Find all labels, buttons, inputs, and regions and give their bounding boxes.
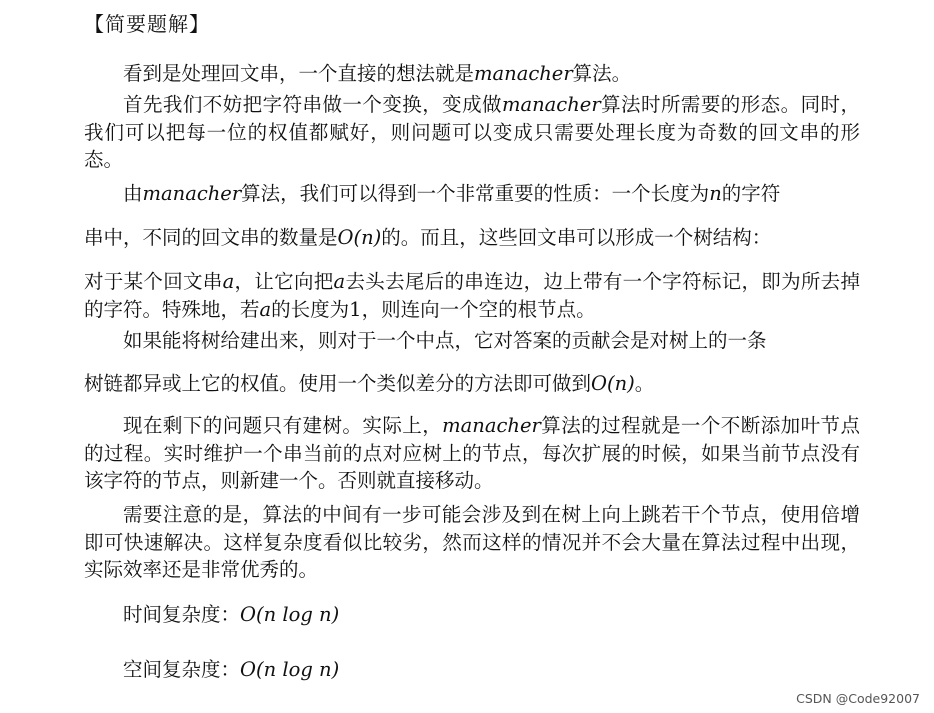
p4-text-c: 。: [634, 372, 655, 395]
paragraph-2: [84, 91, 860, 174]
p3-text-e: 的。而且，这些回文串可以形成一个树结构：: [381, 226, 772, 249]
p3-term: manacher: [142, 182, 242, 205]
p3-text-h: 去头去尾后的串连边，边上带有一个字符标记，即为所去掉的字符。特殊地，若: [84, 270, 860, 321]
paragraph-3-line-2: [84, 224, 860, 252]
space-complexity: [123, 656, 339, 684]
p5-text-b: 算法的过程就是一个不断添加叶节点的过程。实时维护一个串当前的点对应树上的节点，每次扩展的时候，如果当前节点没有该字符的节点，则新建一个。否则就直接移动。: [84, 414, 860, 492]
p3-text-i: 的长度为1，则连向一个空的根节点。: [271, 297, 596, 321]
p2-term: manacher: [502, 93, 601, 116]
paragraph-6: [84, 501, 860, 584]
p3-text-a: 由: [123, 182, 143, 205]
p1-term: manacher: [474, 62, 573, 85]
p3-var-a-3: a: [259, 297, 272, 321]
p1-tail: 算法。: [572, 62, 632, 85]
paragraph-3-line-3: [84, 268, 860, 323]
p4-big-o: O(n): [591, 372, 635, 395]
p3-n: n: [709, 182, 722, 205]
p4-text-a: 如果能将树给建出来，则对于一个中点，它对答案的贡献会是对树上的一条: [123, 329, 767, 352]
p5-text-a: 现在剩下的问题只有建树。实际上，: [123, 414, 443, 437]
paragraph-1: [84, 60, 860, 88]
p6-text: 需要注意的是，算法的中间有一步可能会涉及到在树上向上跳若干个节点，使用倍增即可快速解决。这样复杂度看似比较劣，然而这样的情况并不会大量在算法过程中出现，实际效率还是非常优秀的。: [84, 503, 860, 581]
time-complexity-label: 时间复杂度：: [123, 603, 241, 626]
p2-text-a: 首先我们不妨把字符串做一个变换，变成做: [123, 93, 502, 116]
p3-var-a-2: a: [333, 270, 346, 293]
p4-text-b: 树链都异或上它的权值。使用一个类似差分的方法即可做到: [84, 372, 592, 395]
p1-text: 看到是处理回文串，一个直接的想法就是: [123, 62, 475, 85]
p2-text-b: 算法时所需要的形态。同时，我们可以把每一位的权值都赋好，则问题可以变成只需要处理长度为奇数的回文串的形态。: [84, 93, 860, 171]
p3-text-f: 对于某个回文串: [84, 270, 223, 293]
paragraph-4-line-2: [84, 370, 860, 398]
p5-term: manacher: [442, 414, 541, 437]
paragraph-3: [84, 180, 860, 208]
p3-text-d: 串中，不同的回文串的数量是: [84, 226, 338, 249]
time-complexity-value: O(n log n): [240, 603, 340, 626]
p3-big-o: O(n): [337, 226, 382, 249]
p3-text-b: 算法，我们可以得到一个非常重要的性质：一个长度为: [241, 182, 710, 205]
section-heading: 【简要题解】: [84, 12, 210, 36]
p3-text-c: 的字符: [721, 182, 781, 205]
time-complexity: [123, 601, 339, 629]
p3-text-g: ，让它向把: [234, 270, 334, 293]
paragraph-4: [84, 327, 860, 355]
csdn-watermark: CSDN @Code92007: [796, 691, 920, 706]
space-complexity-value: O(n log n): [240, 658, 340, 681]
space-complexity-label: 空间复杂度：: [123, 658, 241, 681]
paragraph-5: [84, 412, 860, 495]
p3-var-a: a: [222, 270, 235, 293]
